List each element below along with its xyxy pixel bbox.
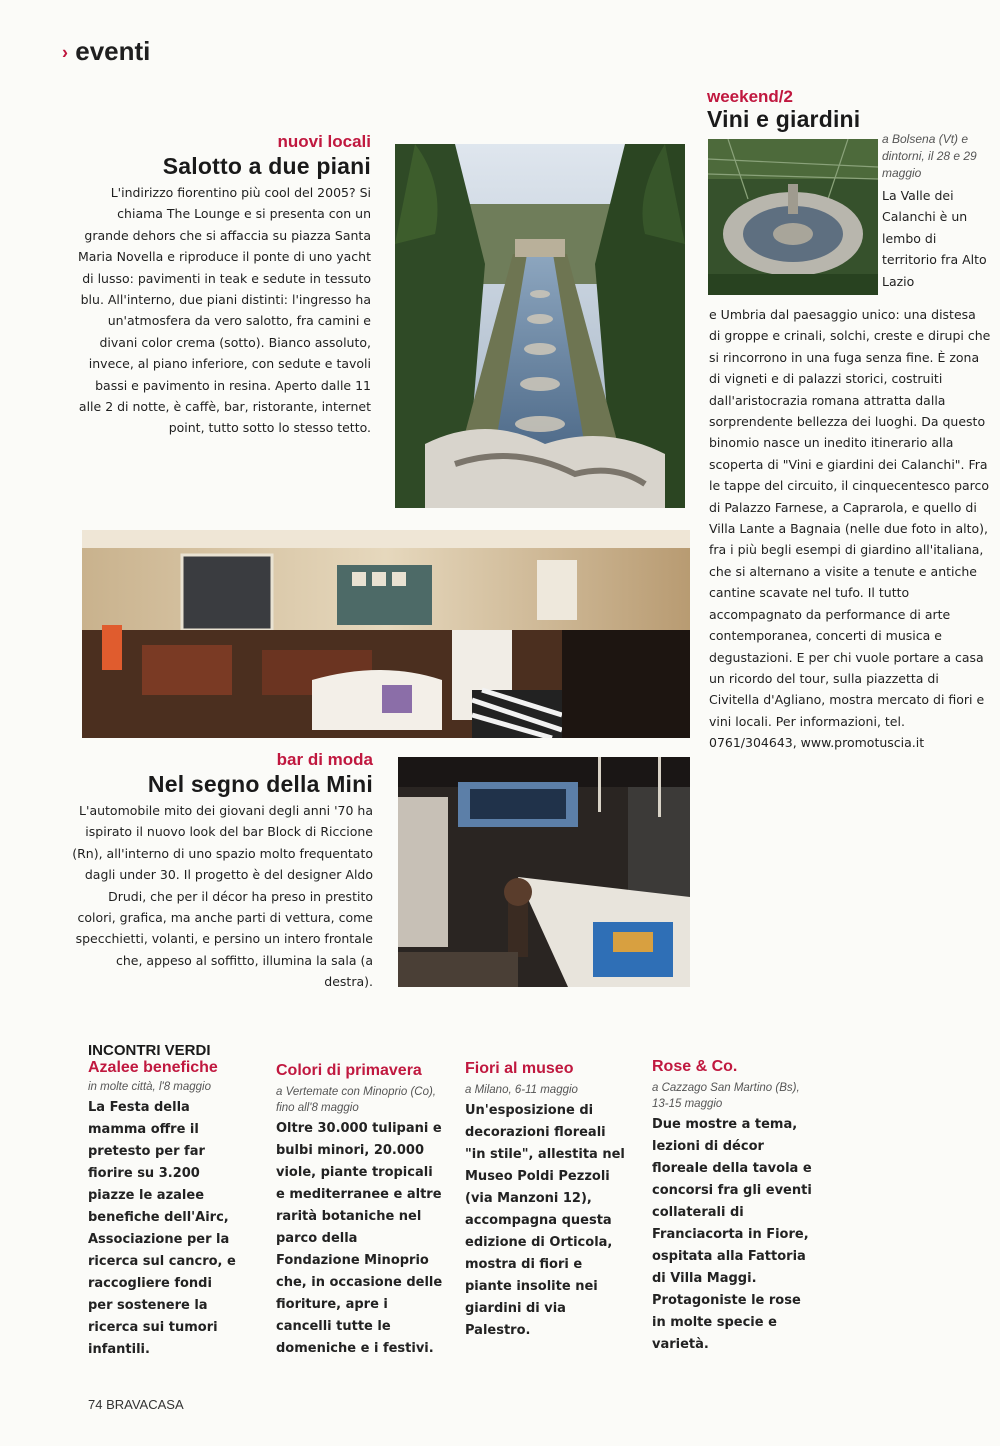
weekend-kicker: weekend/2	[707, 87, 793, 106]
weekend-title: Vini e giardini	[707, 106, 861, 132]
column-museo-caption: a Milano, 6-11 maggio	[465, 1084, 578, 1096]
garden-cascade-photo	[395, 144, 685, 508]
column-azalee	[88, 1042, 238, 1361]
section-header	[62, 36, 150, 67]
weekend-caption-block	[882, 131, 992, 292]
mini-kicker: bar di moda	[276, 750, 373, 769]
mini-bar-image	[398, 757, 690, 987]
column-rose-body: Due mostre a tema, lezioni di décor floreale della tavola e concorsi fra gli eventi collaterali di Franciacorta in Fiore, ospitata alla Fattoria di Villa Maggi. Protagoniste le rose in molte specie e varietà.	[652, 1117, 812, 1352]
mini-bar-photo	[398, 757, 690, 987]
column-museo	[465, 1060, 625, 1342]
column-rose	[652, 1058, 812, 1356]
column-primavera-body: Oltre 30.000 tulipani e bulbi minori, 20.000 viole, piante tropicali e mediterranee e altre rarità botaniche nel parco della Fondazione Minoprio che, in occasione delle fioriture, apre i cancelli tutte le domeniche e i festivi.	[276, 1121, 443, 1356]
section-label: eventi	[75, 36, 151, 66]
column-primavera-title: Colori di primavera	[276, 1062, 422, 1079]
column-azalee-overline: INCONTRI VERDI	[88, 1042, 211, 1059]
mini-body: L'automobile mito dei giovani degli anni '70 ha ispirato il nuovo look del bar Block di Riccione (Rn), all'interno di uno spazio molto frequentato dagli under 30. Il progetto è del designer Aldo Drudi, che per il décor ha preso in prestito colori, grafica, ma anche parti di vettura, come specchietti, volanti, e persino un intero frontale che, appeso al soffitto, illumina la sala (a destra).	[72, 803, 373, 990]
weekend-body-block	[709, 304, 991, 754]
lounge-kicker: nuovi locali	[277, 132, 371, 151]
lounge-title: Salotto a due piani	[162, 153, 371, 179]
column-primavera-caption: a Vertemate con Minoprio (Co), fino all'8 maggio	[276, 1086, 437, 1114]
section-mark-icon: ›	[62, 42, 68, 63]
column-rose-caption: a Cazzago San Martino (Bs), 13-15 maggio	[652, 1082, 800, 1110]
weekend-header	[707, 87, 967, 133]
column-azalee-caption: in molte città, l'8 maggio	[88, 1081, 212, 1093]
garden-cascade-image	[395, 144, 685, 508]
villa-lante-aerial-image	[708, 139, 878, 295]
lounge-body: L'indirizzo fiorentino più cool del 2005? Si chiama The Lounge e si presenta con un grande dehors che si affaccia su piazza Santa Maria Novella e riproduce il ponte di uno yacht di lusso: pavimenti in teak e sedute in tessuto blu. All'interno, due piani distinti: l'ingresso ha un'atmosfera da vero salotto, fra camini e divani color crema (sotto). Bianco assoluto, invece, al piano inferiore, con sedute e tavoli bassi e pavimento in resina. Aperto dalle 11 alle 2 di notte, è caffè, bar, ristorante, internet point, tutto sotto lo stesso tetto.	[77, 185, 371, 436]
lounge-interior-image	[82, 530, 690, 738]
weekend-caption: a Bolsena (Vt) e dintorni, il 28 e 29 maggio	[882, 132, 977, 180]
column-azalee-title: Azalee benefiche	[88, 1059, 218, 1076]
column-museo-body: Un'esposizione di decorazioni floreali "in stile", allestita nel Museo Poldi Pezzoli (via Manzoni 12), accompagna questa edizione di Orticola, mostra di fiori e piante insolite nei giardini di via Palestro.	[465, 1103, 625, 1338]
mini-article	[72, 750, 373, 993]
lounge-interior-photo	[82, 530, 690, 738]
column-primavera	[276, 1062, 444, 1360]
column-azalee-body: La Festa della mamma offre il pretesto per far fiorire su 3.200 piazze le azalee benefiche dell'Airc, Associazione per la ricerca sul cancro, e raccogliere fondi per sostenere la ricerca sui tumori infantili.	[88, 1100, 236, 1357]
villa-lante-aerial-photo	[708, 139, 878, 295]
column-museo-title: Fiori al museo	[465, 1060, 574, 1077]
mini-title: Nel segno della Mini	[147, 771, 373, 797]
lounge-article	[70, 132, 371, 439]
weekend-body-main: e Umbria dal paesaggio unico: una distesa di groppe e crinali, solchi, creste e dirupi che si rincorrono in una fuga senza fine. È zona di vigneti e di palazzi storici, costruiti dall'aristocrazia romana attratta dalla sorprendente bellezza dei luoghi. Da questo binomio nasce un inedito itinerario alla scoperta di "Vini e giardini dei Calanchi". Fra le tappe del circuito, il cinquecentesco parco di Palazzo Farnese, a Caprarola, e quello di Villa Lante a Bagnaia (nelle due foto in alto), fra i più begli esempi di giardino all'italiana, che si alternano a visite a tenute e antiche cantine scavate nel tufo. Il tutto accompagnato da performance di arte contemporanea, concerti di musica e degustazioni. E per chi vuole portare a casa un ricordo del tour, sulla piazzetta di Civitella d'Agliano, mostra mercato di fiori e vini locali. Per informazioni, tel. 0761/304643, www.promotuscia.it	[709, 307, 991, 751]
column-rose-title: Rose & Co.	[652, 1058, 738, 1075]
weekend-body-top: La Valle dei Calanchi è un lembo di territorio fra Alto Lazio	[882, 188, 987, 289]
page-folio: 74 BRAVACASA	[88, 1397, 184, 1412]
